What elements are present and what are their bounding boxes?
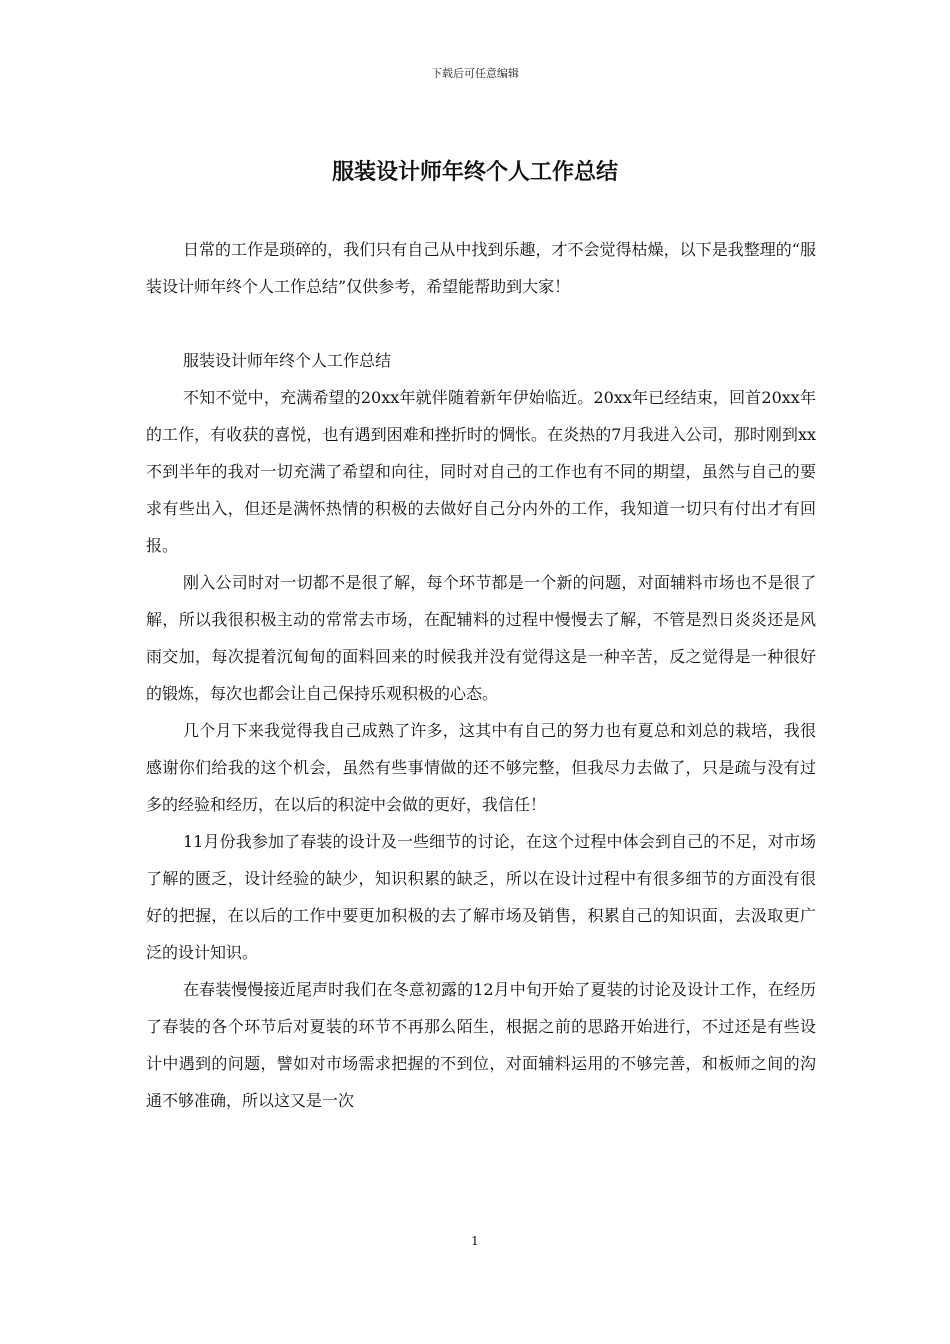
body-paragraph: 几个月下来我觉得我自己成熟了许多，这其中有自己的努力也有夏总和刘总的栽培，我很感谢你们给我的这个机会，虽然有些事情做的还不够完整，但我尽力去做了，只是疏与没有过多的经验和经历，在以后的积淀中会做的更好，我信任！ (146, 721, 816, 814)
body-paragraph: 不知不觉中，充满希望的20xx年就伴随着新年伊始临近。20xx年已经结束，回首20xx年的工作，有收获的喜悦，也有遇到困难和挫折时的惆怅。在炎热的7月我进入公司，那时刚到xx不到半年的我对一切充满了希望和向往，同时对自己的工作也有不同的期望，虽然与自己的要求有些出入，但还是满怀热情的积极的去做好自己分内外的工作，我知道一切只有付出才有回报。 (146, 388, 816, 555)
body-paragraph: 11月份我参加了春装的设计及一些细节的讨论，在这个过程中体会到自己的不足，对市场了解的匮乏，设计经验的缺少，知识积累的缺乏，所以在设计过程中有很多细节的方面没有很好的把握，在以后的工作中要更加积极的去了解市场及销售，积累自己的知识面，去汲取更广泛的设计知识。 (146, 832, 816, 962)
body-paragraph: 刚入公司时对一切都不是很了解，每个环节都是一个新的问题，对面辅料市场也不是很了解，所以我很积极主动的常常去市场，在配辅料的过程中慢慢去了解，不管是烈日炎炎还是风雨交加，每次提着沉甸甸的面料回来的时候我并没有觉得这是一种辛苦，反之觉得是一种很好的锻炼，每次也都会让自己保持乐观积极的心态。 (146, 573, 816, 703)
body-paragraph: 在春装慢慢接近尾声时我们在冬意初露的12月中旬开始了夏装的讨论及设计工作，在经历了春装的各个环节后对夏装的环节不再那么陌生，根据之前的思路开始进行，不过还是有些设计中遇到的问题，譬如对市场需求把握的不到位，对面辅料运用的不够完善，和板师之间的沟通不够准确，所以这又是一次 (146, 980, 816, 1110)
header-note: 下载后可任意编辑 (431, 67, 519, 80)
page-number: 1 (471, 1234, 479, 1248)
section-heading: 服装设计师年终个人工作总结 (183, 351, 392, 370)
intro-paragraph: 日常的工作是琐碎的，我们只有自己从中找到乐趣，才不会觉得枯燥，以下是我整理的“服装设计师年终个人工作总结”仅供参考，希望能帮助到大家！ (146, 240, 816, 296)
document-title: 服装设计师年终个人工作总结 (331, 159, 618, 185)
intro-section (146, 231, 816, 305)
main-section (146, 342, 816, 1119)
